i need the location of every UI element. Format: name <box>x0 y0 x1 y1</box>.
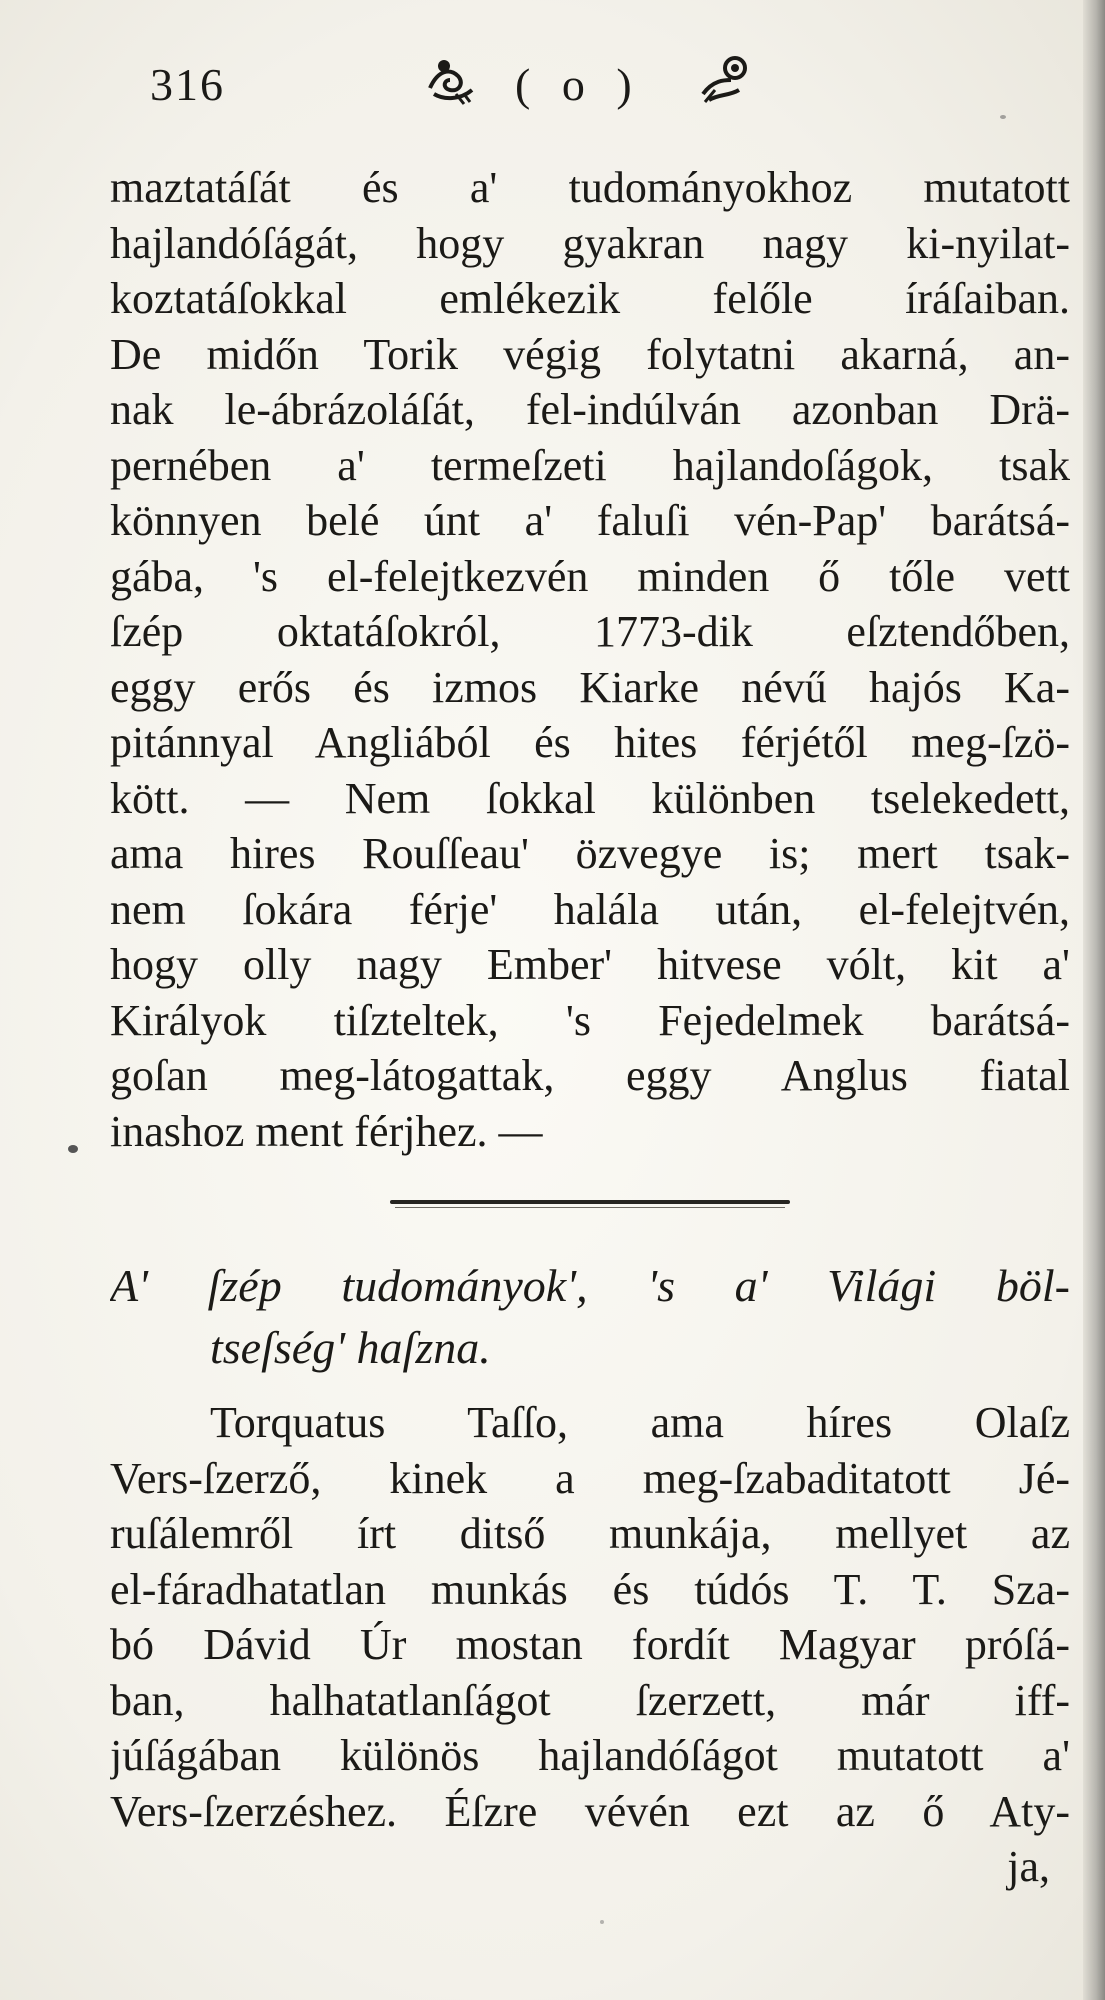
text-line: ban, halhatatlanſágot ſzerzett, már iff- <box>110 1675 1070 1725</box>
text-line: könnyen belé únt a' faluſi vén-Pap' barátsá- <box>110 496 1070 545</box>
text-line: pernében a' termeſzeti hajlandoſágok, tsak <box>110 440 1070 490</box>
page-header <box>150 40 830 130</box>
ink-speck <box>1000 115 1006 119</box>
text-line: Királyok tiſzteltek, 's Fejedelmek barátsá- <box>110 995 1070 1045</box>
text-line: pitánnyal Angliából és hites férjétől meg-ſzö- <box>110 718 1070 767</box>
heading-line: tseſség' haſzna. <box>210 1322 491 1373</box>
text-line: Torquatus Taſſo, ama híres Olaſz <box>210 1398 1070 1447</box>
heading-line: A' ſzép tudományok', 's a' Világi böl- <box>110 1260 1070 1311</box>
text-line: ſzép oktatáſokról, 1773-dik eſztendőben, <box>110 607 1070 656</box>
text-line: kött. — Nem ſokkal különben tselekedett, <box>110 773 1070 823</box>
fleuron-icon <box>695 50 755 110</box>
text-line: eggy erős és izmos Kiarke névű hajós Ka- <box>110 662 1070 712</box>
page-edge-shadow <box>1083 0 1105 2000</box>
section-divider <box>390 1200 790 1204</box>
running-head: ( o ) <box>515 59 642 110</box>
ink-speck <box>600 1920 604 1924</box>
text-line: bó Dávid Úr mostan fordít Magyar próſá- <box>110 1620 1070 1669</box>
ink-speck <box>68 1145 78 1153</box>
text-line: hogy olly nagy Ember' hitvese vólt, kit a' <box>110 940 1070 989</box>
text-line: De midőn Torik végig folytatni akarná, an- <box>110 329 1070 379</box>
text-line: nem ſokára férje' halála után, el-felejtvén, <box>110 884 1070 934</box>
page-number: 316 <box>150 59 225 110</box>
text-line: hajlandóſágát, hogy gyakran nagy ki-nyilat- <box>110 218 1070 268</box>
catchword: ja, <box>1007 1842 1050 1891</box>
text-line: el-fáradhatatlan munkás és túdós T. T. Sza- <box>110 1564 1070 1614</box>
text-line: gába, 's el-felejtkezvén minden ő tőle vett <box>110 551 1070 601</box>
text-line: koztatáſokkal emlékezik felőle íráſaiban. <box>110 274 1070 323</box>
text-line: nak le-ábrázoláſát, fel-indúlván azonban Drä- <box>110 385 1070 434</box>
text-line: ama hires Rouſſeau' özvegye is; mert tsak- <box>110 829 1070 878</box>
section-heading <box>110 1255 1070 1379</box>
body-text-lower <box>110 1395 1070 1895</box>
text-line: inashoz ment férjhez. — <box>110 1106 543 1156</box>
fleuron-icon <box>420 50 480 110</box>
body-text-upper <box>110 160 1070 1159</box>
text-line: ruſálemről írt ditső munkája, mellyet az <box>110 1509 1070 1558</box>
section-divider-thin <box>395 1207 785 1208</box>
text-line: Vers-ſzerző, kinek a meg-ſzabaditatott Jé- <box>110 1453 1070 1503</box>
text-line: maztatáſát és a' tudományokhoz mutatott <box>110 163 1070 212</box>
text-line: Vers-ſzerzéshez. Éſzre vévén ezt az ő Aty- <box>110 1786 1070 1836</box>
text-line: goſan meg-látogattak, eggy Anglus fiatal <box>110 1051 1070 1100</box>
text-line: júſágában különös hajlandóſágot mutatott a' <box>110 1731 1070 1780</box>
